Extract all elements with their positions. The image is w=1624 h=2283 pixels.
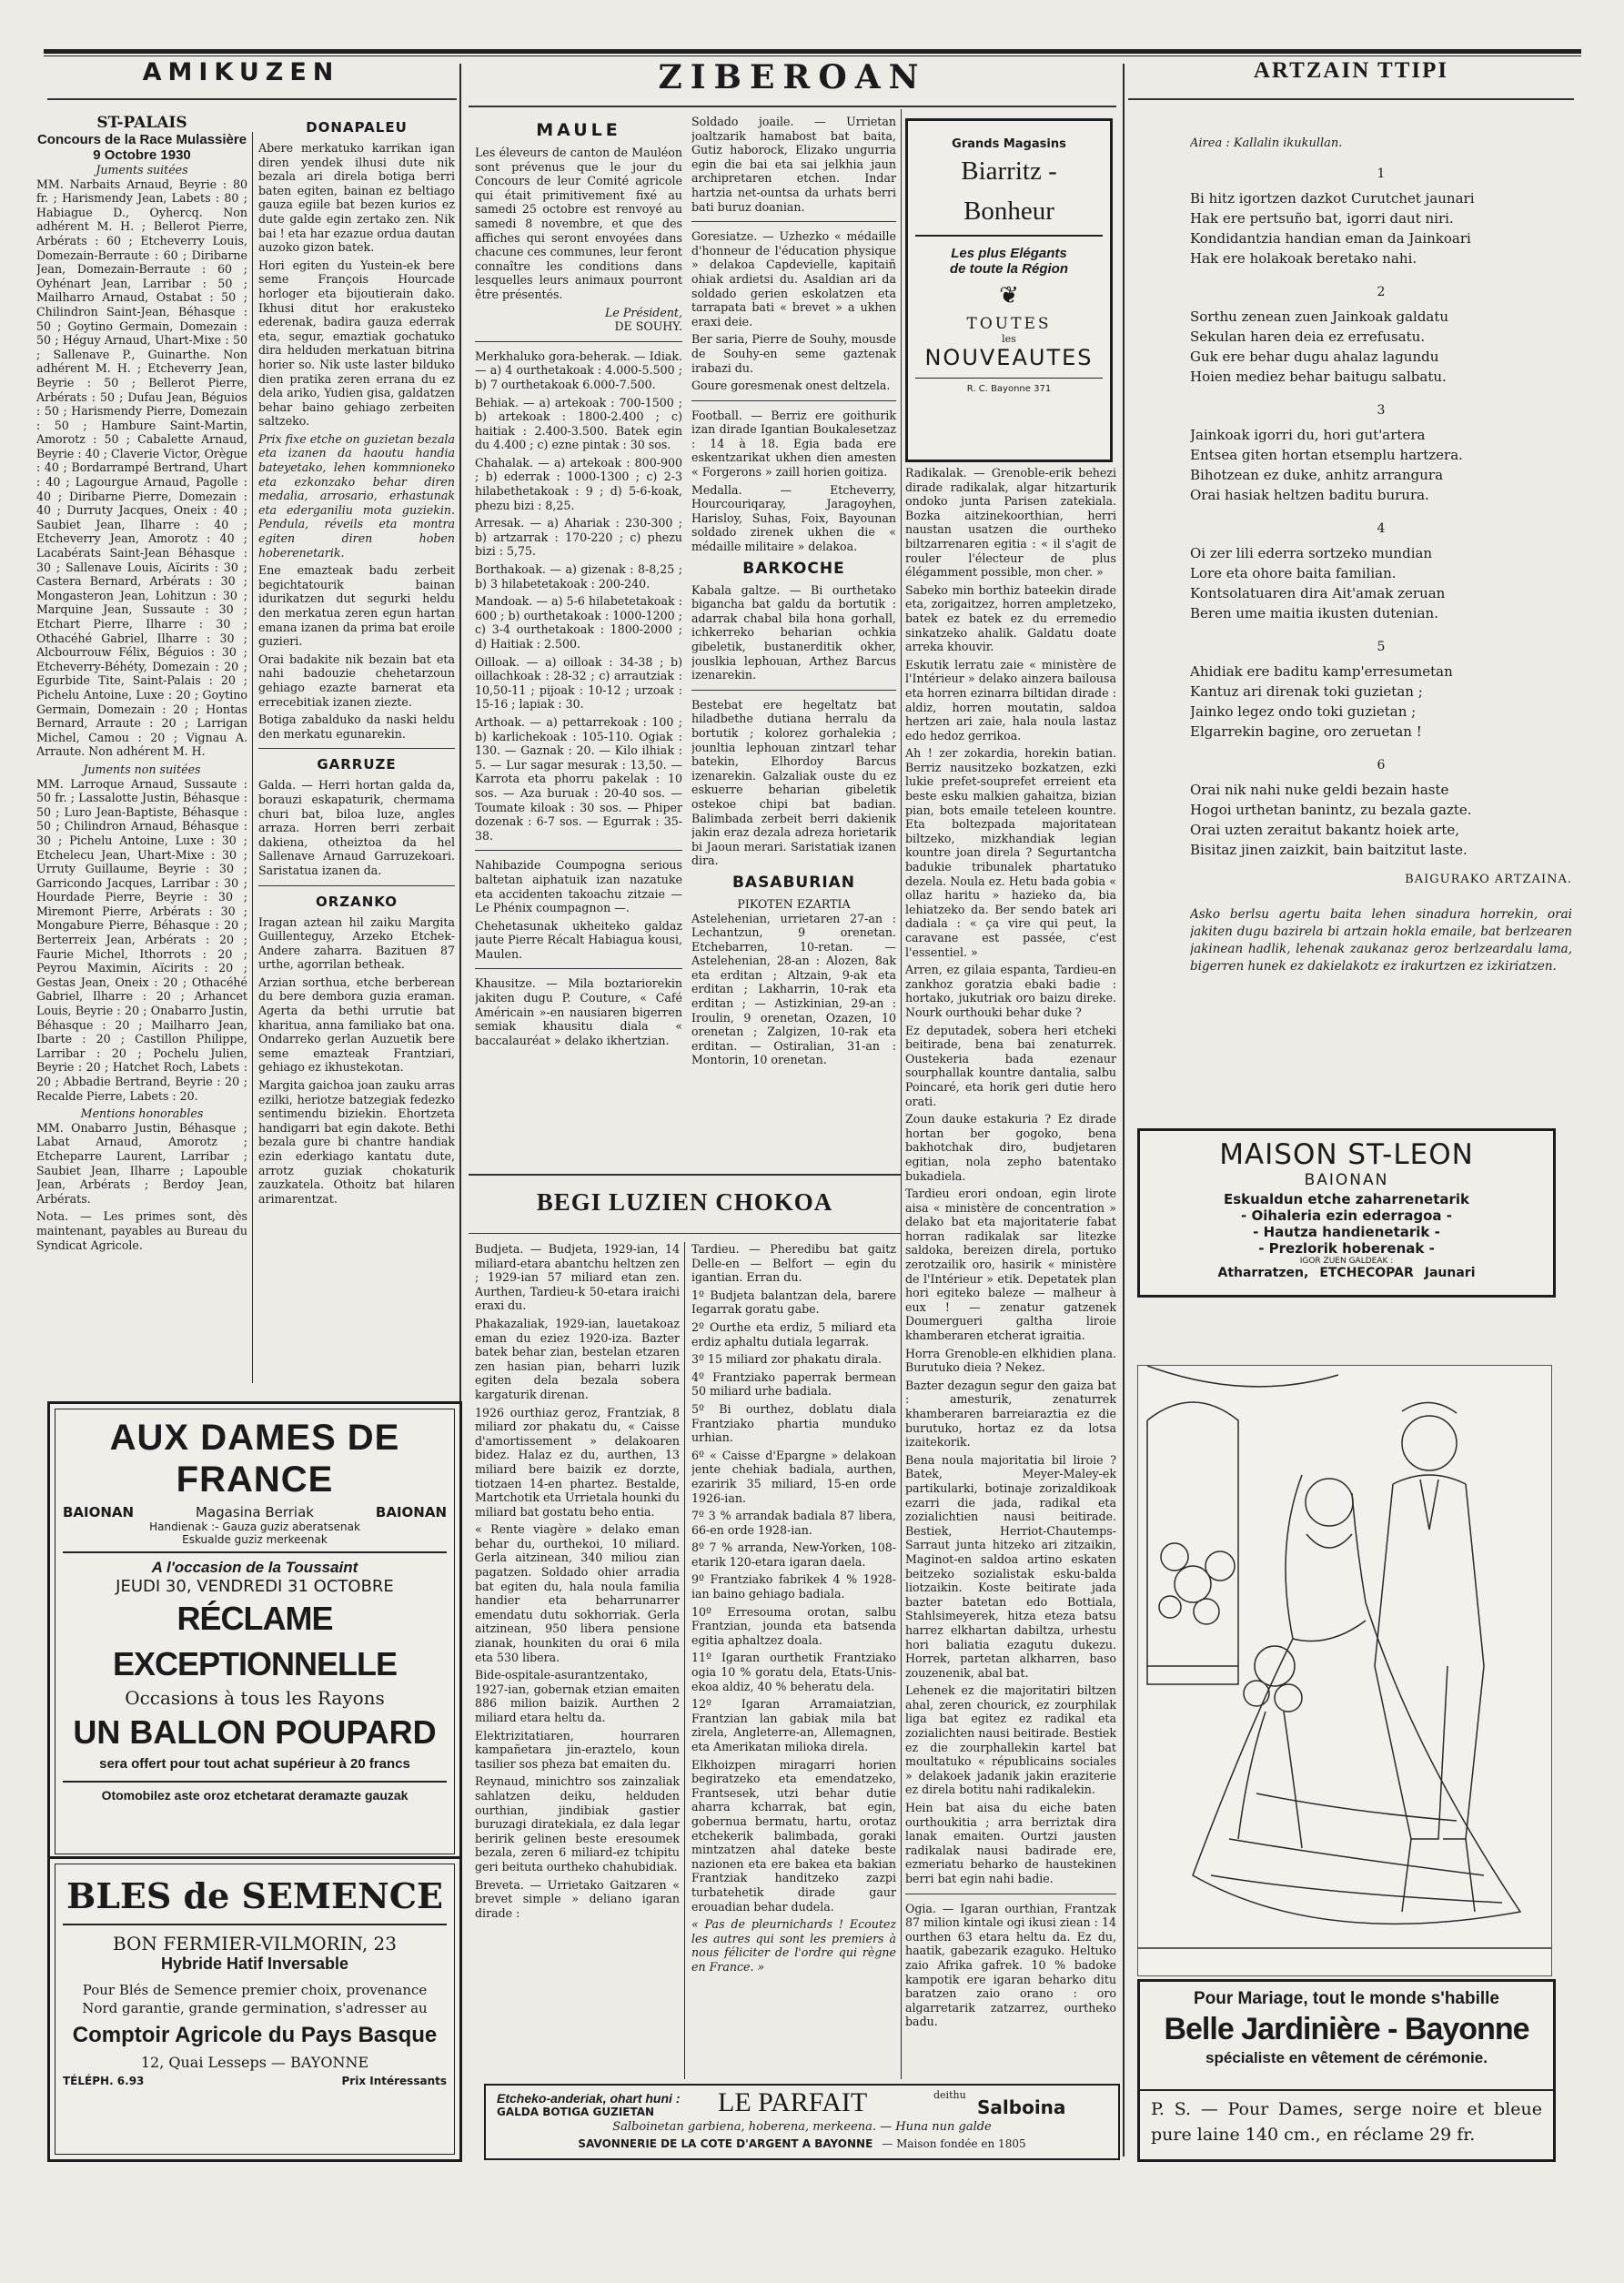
ad-dames-occasions: Occasions à tous les Rayons (125, 1687, 385, 1709)
top-rule (44, 49, 1581, 54)
stpalais-column (36, 114, 247, 1379)
ad-belle-jardiniere (1137, 1979, 1556, 2162)
maule-prices: Behiak. — a) artekoak : 700-1500 ; b) artekoak : 1800-2.400 ; c) haitiak : 2.400-3.500. Batek egin du 4.400 ; c) ezne pintak : 30 sos. (475, 395, 682, 452)
ad-leon-city: BAIONAN (1304, 1171, 1389, 1189)
ad-parfait-galda: GALDA BOTIGA GUZIETAN (497, 2106, 655, 2118)
soldado-paragraph: Soldado joaile. — Urrietan joaltzarik hamabost bat baita, Gutiz haborock, Elizako ungurria egin die bai eta sai jelkhia jaun archipretaren etchen. Indar hartzia net-ountsa da urhats berri bati buruz doanian. (691, 115, 896, 214)
radikalak-paragraph: Sabeko min borthiz bateekin dirade eta, zorigaitzez, horren ampletzeko, batek ez batek ez du erremedio sinkatzeko ahalik. Galdatu doate arreka khouvir. (905, 582, 1116, 654)
ad-leon-place: Atharratzen, (1217, 1266, 1309, 1280)
begi-item: 5º Bi ourthez, doblatu diala Frantziako phartia munduko urhian. (691, 1401, 896, 1445)
basaburian-title: BASABURIAN (731, 873, 856, 892)
ad-bles-variety: BON FERMIER-VILMORIN, 23 (112, 1933, 398, 1955)
donapaleu-paragraph: Orai badakite nik bezain bat eta nahi badouzie chehetarzoun gehiago ezazte barnerat eta errecebitiak izanen ziezte. (258, 652, 455, 709)
artzain-signature: BAIGURAKO ARTZAINA. (1405, 873, 1572, 886)
begi-paragraph: 1926 ourthiaz geroz, Frantziak, 8 miliard zor phakatu du, « Caisse d'amortissement » delakoaren bidez. Halaz ez du, aurthen, 13 miliard bere baizik ez dorzte, tiotzaen 14-en phartez. Bestalde, Martchotik eta Urrietala hounki du miliard bat gostatu beho entia. (475, 1405, 680, 1519)
donapaleu-paragraph: Abere merkatuko karrikan igan diren yendek ilhusi dute nik bezala ari direla botiga berri baten egiten, bainan ez beltiago gauza egiile bat bezen kurios ez dute galde egin zertako zen. Nik bai ! eta har ezazue ordua dautan auzoko gizon batek. (258, 141, 455, 255)
maule-paragraph: Les éleveurs de canton de Mauléon sont prévenus que le jour du Concours de leur Comité agricole qui était primitivement fixé au samedi 25 octobre est renvoyé au samedi 8 novembre, et que des affiches qui seront envoyées dans chacune ces communes, leur feront connaître les conditions dans lesquelles leurs animaux pourront être présentés. (475, 146, 682, 301)
ad-parfait-savonnerie: SAVONNERIE DE LA COTE D'ARGENT A BAYONNE (578, 2137, 873, 2150)
ad-leon-line: Eskualdun etche zaharrenetarik (1224, 1191, 1469, 1207)
radikalak-paragraph: Tardieu erori ondoan, egin lirote aisa « ministère de concentration » delako bat eta majoritaterie fabat horran radikalak sar litezke saldoka, bereizen direla, portuko zerotzailik oro, hasirik « ministère de l'Intérieur » etik. Depetatek plan hori egiteko baleze — malheur à eux ! — zenatur gatzenek Doumergueri galtha liroie khamberaren etcherat igraitia. (905, 1187, 1116, 1343)
stpalais-body: MM. Larroque Arnaud, Sussaute : 50 fr. ; Lassalotte Justin, Béhasque : 50 ; Luro Jean-Baptiste, Béhasque : 50 ; Chilindron Arnaud, Béhasque : 30 ; Pichelu Antoine, Luxe : 30 ; Etchelecu Jean, Uhart-Mixe : 30 ; Urruty Guillaume, Beyrie : 30 ; Garricondo Jacques, Larribar : 30 ; Hourdade Pierre, Beyrie : 30 ; Miremont Pierre, Arbérats : 30 ; Mongabure Pierre, Béhasque : 20 ; Berterreix Jean, Arbérats : 20 ; Faurie Michel, Ithorrots : 20 ; Peyrou Maximin, Aïcirits : 20 ; Gestas Jean, Oneix : 20 ; Othacéhé Gabriel, Ilharre : 20 ; Arhancet Louis, Beyrie : 20 ; Onabarro Justin, Béhasque : 20 ; Mailharro Jean, Ibarte : 20 ; Castillon Philippe, Larribar : 20 ; Pochelu Julien, Beyrie : 20 ; Hatchet Roch, Labets : 20 ; Abbadie Bertrand, Beyrie : 20 ; Recalde Pierre, Labets : 20. (36, 776, 247, 1103)
poem-line: Ahidiak ere baditu kamp'erresumetan (1190, 663, 1453, 680)
barkoche-paragraph: Kabala galtze. — Bi ourthetako bigancha bat galdu da bortutik : adarrak chabal bila hona gorhall, ichkerreko beharian ochkia gibeletik, bustanerditik okher, jouslkia lephouan, Arthez Barcus izenarekin. (691, 582, 896, 682)
begi-item: 8º 7 % arranda, New-Yorken, 108-etarik 120-etara igaran daela. (691, 1541, 896, 1569)
begi-paragraph: Breveta. — Urrietako Gaitzaren « brevet simple » deliano igaran dirade : (475, 1877, 680, 1920)
ad-biarritz-grands: Grands Magasins (952, 137, 1066, 151)
poem-line: Sorthu zenean zuen Jainkoak galdatu (1190, 308, 1449, 325)
maule-prices: Chahalak. — a) artekoak : 800-900 ; b) ederrak : 1000-1300 ; c) 2-3 hilabethetakoak : 9 ; d) 5-6-koak, phezu bizi : 8,25. (475, 455, 682, 512)
poem-line: Bihotzean ez duke, anhitz arrangura (1190, 467, 1444, 483)
maule-column (475, 115, 682, 1188)
poem-line: Entsea giten hortan etsemplu hartzera. (1190, 447, 1463, 463)
donapaleu-title: DONAPALEU (306, 119, 408, 136)
begi-paragraph: Phakazaliak, 1929-ian, lauetakoaz eman du eziez 1920-iza. Bazter batek behar zian, bestelan etzaren zen hasian pian, beharri luzik egiten dela bezala sobera kargaturik direnan. (475, 1316, 680, 1401)
ad-biarritz-slogan: de toute la Région (949, 261, 1068, 277)
begi-quote: « Pas de pleurnichards ! Ecoutez les autres qui sont les premiers à nous féliciter de l'ordre qui règne en France. » (691, 1917, 896, 1974)
soldado-paragraph: Goresiatze. — Uzhezko « médaille d'honneur de l'éducation physique » delakoa Capdevielle, kapitaiñ ohiak ardietsi du. Asaldian ari da soldado gerien eskolatzen eta tarrapata bati « brevet » a ukhen eraxi deie. (691, 229, 896, 328)
stpalais-mentions-heading: Mentions honorables (80, 1106, 204, 1121)
begi-paragraph: Budjeta. — Budjeta, 1929-ian, 14 miliard-etara abantchu heltzen zen ; 1929-ian 57 miliard etan zen. Aurthen, Tardieu-k 50-etara iraichi eraxi du. (475, 1242, 680, 1313)
begi-item: 4º Frantziako paperrak bermean 50 miliard urhe badiala. (691, 1369, 896, 1399)
maule-paragraph: Khausitze. — Mila boztariorekin jakiten dugu P. Couture, « Café Américain »-en nausiaren bigerren semiak khausitu diala « baccalauréat » delako ikhertzian. (475, 976, 682, 1047)
radikalak-paragraph: Zoun dauke estakuria ? Ez dirade hortan ber gogoko, bena bakhotchak diro, budjetaren egitian, nola zepho batentako bukadiela. (905, 1112, 1116, 1183)
ad-parfait-intro: Etcheko-anderiak, ohart huni : (497, 2091, 681, 2106)
soldado-paragraph: Medalla. — Etcheverry, Hourcouriqaray, Jaragoyhen, Harisloy, Suhas, Foix, Bayounan soldado zirenek ukhen die « médaille militaire » delakoa. (691, 482, 896, 554)
poem-line: Beren ume maitia ikusten dutenian. (1190, 605, 1438, 621)
poem-line: Elgarrekin bagine, oro zeruetan ! (1190, 723, 1422, 740)
begi-column-right (691, 1242, 896, 2079)
artzain-air: Airea : Kallalin ikukullan. (1190, 136, 1343, 150)
radikalak-paragraph: Hein bat aisa du eiche baten ourthoukitia ; arra berriztak dira lanak emaiten. Ourtzi jausten radikalak nausi badirade ere, ezmeriatu beharko de haustekinen berri bat egin nahi badie. (905, 1801, 1116, 1885)
wedding-illustration (1137, 1365, 1552, 1976)
artzain-masthead-rule (1128, 98, 1574, 100)
soldado-column (691, 115, 896, 1188)
stanza-number: 2 (1377, 285, 1386, 299)
maule-title: MAULE (536, 120, 621, 140)
basaburian-paragraph: Astelehenian, urrietaren 27-an : Lechantzun, 9 orenetan. Etchebarren, 10-retan. — Astelehenian, 28-an : Alozen, 8ak eta erditan ; Altzain, 9-ak eta erditan ; Lakharrin, 10-rak eta erditan ; — Astizkinian, 29-an : Iroulin, 9 orenetan, Ozazen, 10 orenetan ; Zalgizen, 10-rak eta erditan. — Ostiralian, 31-an : Montorin, 10 orenetan. (691, 911, 896, 1067)
radikalak-paragraph: Ah ! zer zokardia, horekin batian. Berriz nausitzeko bozkatzen, ezki lukie prefet-souprefet erreient eta beste esku malkien gahaitza, bizian pian, bots emaile teteleen kountre. Eta boltezpada majoritatean biltzeko, mizkhandiak legian kountre joan direla ? Segurtantcha badukie tribunalek phartatuko dezela. Noula ez. Hetu bada gobia « ollaz haritu » hazieko da, bia lehiatzeko da. Ber sendo batek ari dadiala : « ça vire qui peut, la caravane est passée, c'est l'essentiel. » (905, 746, 1116, 959)
ad-leon-jaunari: Jaunari (1424, 1266, 1476, 1280)
begi-paragraph: « Rente viagère » delako eman behar du, ourthekoi, 10 miliard. Gerla aitzinean, 340 miliou zian pagatzen. Soldado ohier arradia bat egiten du, hala noula familia handier eta beharrunarrer emendatu dutu sokhorriak. Gerla aitzinean, 950 libera pensione zianak, hounkiten du orai 6 mila eta 530 libera. (475, 1522, 680, 1664)
poem-line: Kontsolatuaren dira Ait'amak zeruan (1190, 585, 1446, 601)
poem-line: Orai uzten zeraitut bakantz hoiek arte, (1190, 822, 1459, 838)
ad-dames-ballon: UN BALLON POUPARD (73, 1713, 437, 1751)
orzanko-paragraph: Arzian sorthua, etche berberean du bere dembora guzia eraman. Agerta da bethi urrutie bat kharitua, anna familiako bat ona. Ondarreko gerlan Auzuetik bere seme emazteak Frantziari, gehiago ez ikhustekotan. (258, 975, 455, 1075)
column-divider (901, 109, 902, 2079)
ad-leon-line: - Prezlorik hoberenak - (1258, 1240, 1435, 1257)
begi-item: 1º Budjeta balantzan dela, barere Iegarrak goratu gabe. (691, 1288, 896, 1317)
radikalak-paragraph: Ez deputadek, sobera heri etcheki beitirade, bena bai zenaturrek. Oustekeria bada ezenaur sourphallak kountre dantalia, salbu Poincaré, eta horik geri dutie hero orati. (905, 1023, 1116, 1108)
begi-rule-thin (469, 1233, 901, 1234)
donapaleu-paragraph: Ene emazteak badu zerbeit begichtatourik bainan idurikatzen dut segurki heldu den merkatua zeren egun hartan emana izanen da prima bat eroile guzieri. (258, 563, 455, 649)
ad-leon-name: ETCHECOPAR (1319, 1266, 1414, 1280)
begi-item: 12º Igaran Arramaiatzian, Frantzian lan gabiak mila bat zirela, Angleterre-an, Allemagnen, eta Amerikatan milioka direla. (691, 1697, 896, 1753)
ad-leon-title: MAISON ST-LEON (1219, 1138, 1474, 1171)
ad-dames-line: Eskualde guziz merkeenak (182, 1533, 328, 1546)
poem-line: Jainkoak igorri du, hori gut'artera (1190, 427, 1426, 443)
ad-bles-description: Pour Blés de Semence premier choix, provenance Nord garantie, grande germination, s'adresser au (82, 1982, 428, 2016)
ad-belle-specialiste: spécialiste en vêtement de cérémonie. (1205, 2049, 1488, 2066)
ad-leon-igor: IGOR ZUEN GALDEAK : (1299, 1257, 1394, 1266)
ad-maison-st-leon (1137, 1128, 1556, 1298)
ad-dames-line: Handienak :- Gauza guziz aberatsenak (149, 1520, 360, 1533)
artzain-masthead: ARTZAIN TTIPI (1253, 58, 1449, 83)
artzain-masthead-box (1128, 58, 1574, 104)
begi-paragraph: Bide-ospitale-asurantzentako, 1927-ian, gobernak etzian emaiten 886 milion baizik. Aurthen 2 miliard etara heltu da. (475, 1668, 680, 1724)
ad-parfait-fondee: — Maison fondée en 1805 (882, 2137, 1026, 2150)
begi-column-left (475, 1242, 680, 2079)
stpalais-subtitle: Concours de la Race Mulassière (36, 132, 247, 147)
stanza-number: 4 (1377, 521, 1386, 536)
ad-biarritz-rc: R. C. Bayonne 371 (966, 384, 1052, 394)
ad-dames-offer: sera offert pour tout achat supérieur à 20 francs (99, 1756, 410, 1772)
stpalais-title: ST-PALAIS (96, 114, 187, 132)
stpalais-juments-heading: Juments suitées (96, 163, 188, 177)
poem-line: Jainko legez ondo toki guzietan ; (1190, 703, 1417, 720)
begi-paragraph: Reynaud, minichtro sos zainzaliak sahlatzen deiku, helduden ourthian, jindibiak gastier buruzagi diratekiala, ez dala legar beririk gelinen beste eresoumek bezala, zeren 6 miliard-ez tchipitu geri beituta ourtheko chahubidiak. (475, 1774, 680, 1874)
ad-leon-line: - Oihaleria ezin ederragoa - (1241, 1207, 1452, 1224)
donapaleu-column (258, 114, 455, 1379)
stpalais-body: MM. Narbaits Arnaud, Beyrie : 80 fr. ; Harismendy Jean, Labets : 80 ; Habiague D., Oyhercq. Non adhérent M. H. ; Bellerot Pierre, Arbérats : 60 ; Etcheverry Louis, Domezain-Berraute : 60 ; Diribarne Jean, Domezain-Berraute : 60 ; Oyhénart Jean, Larribar : 50 ; Mailharro Arnaud, Ostabat : 50 ; Chilindron Saint-Jean, Béhasque : 50 ; Goytino Germain, Domezain : 50 ; Héguy Arnaud, Uhart-Mixe : 50 ; Sallenave P., Guinarthe. Non adhérent M. H. ; Etcheverry Jean, Beyrie : 50 ; Bellerot Pierre, Arbérats : 50 ; Dufau Jean, Béguios : 50 ; Harismendy Pierre, Domezain : 50 ; Hambure Saint-Martin, Amorotz : 50 ; Cabalette Arnaud, Beyrie : 40 ; Claverie Victor, Orègue : 40 ; Bordarrampé Bertrand, Uhart : 40 ; Lagourgue Arnaud, Pagolle : 40 ; Diribarne Pierre, Domezain : 40 ; Durruty Jacques, Oneix : 40 ; Saubiet Jean, Ilharre : 40 ; Etcheverry Jean, Amorotz : 40 ; Lacabérats Saint-Jean Béhasque : 30 ; Sallenave Louis, Aïcirits : 30 ; Castera Bernard, Arbérats : 30 ; Mongasteron Jean, Lohitzun : 30 ; Marquine Jean, Sussaute : 30 ; Etchart Pierre, Ilharre : 30 ; Othacéhé Gabriel, Ilharre : 30 ; Alcbourrouw Félix, Béguios : 30 ; Etcheverry-Béhéty, Domezain : 20 ; Egurbide Tite, Saint-Palais : 20 ; Pichelu Antoine, Luxe : 20 ; Goytino Germain, Domezain : 20 ; Hontas Bernard, Arraute : 20 ; Larrigan Michel, Camou : 20 ; Vignau A. Arraute. Non adhérent M. H. (36, 177, 247, 759)
begi-item: 9º Frantziako fabrikek 4 % 1928-ian baino gehiago badiala. (691, 1572, 896, 1601)
donapaleu-paragraph: Hori egiten du Yustein-ek bere seme François Hourcade horloger eta bijoutierain dako. Ikhusi ditut hor erakusteko ederenak, badira gauza ederrak eta, segur, emaztiak gochatuko dira helduden merkatuan bitrina horier so. Nik uste laster bilduko dien pratika zeren errana du ez dela ariko, Yudien gisa, galdatzen behar baino gehiago zerbeiten saltzeko. (258, 258, 455, 429)
begi-rule (469, 1174, 901, 1176)
artzain-note: Asko berlsu agertu baita lehen sinadura horrekin, orai jakiten dugu bazirela bi artzain hokla emaile, bat berlzearen jakinean hadlik, lehenak zaukanaz geroz berlzeardalu lama, bigerren hunek ez dakielakotz ez irakurtzen ez izkiriatzen. (1190, 907, 1572, 974)
ad-belle-mariage: Pour Mariage, tout le monde s'habille (1193, 1989, 1500, 2008)
garruze-paragraph: Galda. — Herri hortan galda da, borauzi eskapaturik, chermama churi bat, biloa luze, angles arraza. Horren berri zerbait dakiena, otheiztoa da hel Sallenave Arnaud Garruzekoari. Saristatua izanen da. (258, 778, 455, 877)
ad-dames-magasins: Magasina Berriak (196, 1504, 314, 1520)
barkoche-title: BARKOCHE (742, 559, 845, 578)
ad-biarritz-bonheur (905, 118, 1113, 462)
maule-signature: Le Président, (605, 305, 682, 319)
begi-title: BEGI LUZIEN CHOKOA (536, 1188, 833, 1216)
stpalais-body: MM. Onabarro Justin, Béhasque ; Labat Arnaud, Amorotz ; Etcheparre Laurent, Larribar ; Saubiet Jean, Ilharre ; Lapouble Jean, Arbérats ; Berdoy Jean, Arbérats. (36, 1120, 247, 1206)
soldado-paragraph: Ber saria, Pierre de Souhy, mousde de Souhy-en seme gaztenak irabazi du. (691, 332, 896, 375)
begi-item: 10º Erresouma orotan, salbu Frantzian, jounda eta batsenda egitia aphaltzez doala. (691, 1604, 896, 1647)
begi-paragraph: Elektrizitatiaren, hourraren kampañetara jin-eraztelo, koun tasilier sos pheza bat emaiten du. (475, 1728, 680, 1771)
begi-item: 7º 3 % arrandak badiala 87 libera, 66-en orde 1928-ian. (691, 1509, 896, 1537)
soldado-paragraph: Football. — Berriz ere goithurik izan dirade Igantian Boukalesetzaz : 14 à 18. Egia bada ere eskentzarikat ukhen dien amesten « Forgerons » zaill horien goitiza. (691, 408, 896, 480)
ad-biarritz-slogan: Les plus Elégants (951, 246, 1067, 261)
radikalak-paragraph: Bazter dezagun segur den gaiza bat : amesturik, zenaturrek khamberaren barreiaraztia ez die burutuko, hortaz ez da lotsa izaitekorik. (905, 1378, 1116, 1450)
radikalak-paragraph: Arren, ez gilaia espanta, Tardieu-en zankhoz goratzia ebaki badie : hortako, jukutriak oro baizu direke. Nourk ourthouki behar duke ? (905, 963, 1116, 1019)
column-divider (252, 132, 253, 1383)
radikalak-paragraph: Eskutik lerratu zaie « ministère de l'Intérieur » delako ainzera bailousa eta horren ezinarra biltidan dirade : aldiz, horren moutatin, saldoa hertzen ari zaie, hala noula lastaz edo hedoz gerrikoa. (905, 657, 1116, 742)
maule-prices: Oilloak. — a) oilloak : 34-38 ; b) oillachkoak : 28-32 ; c) arrautziak : 10,50-11 ; pijoak : 10-12 ; urzoak : 15-16 ; lapiak : 30. (475, 654, 682, 712)
orzanko-title: ORZANKO (315, 893, 398, 910)
ad-parfait-brand: LE PARFAIT (718, 2087, 868, 2117)
poem-line: Guk ere behar dugu ahalaz lagundu (1190, 349, 1439, 365)
artzain-poem (1190, 136, 1572, 1083)
begi-item: 6º « Caisse d'Epargne » delakoan jente chehiak badiala, aurthen, ezaririk 35 miliard, 15-en orde 1926-ian. (691, 1448, 896, 1505)
poem-line: Kondidantzia handian eman da Jainkoari (1190, 230, 1471, 247)
ad-dames-city: BAIONAN (375, 1504, 447, 1520)
poem-line: Kantuz ari direnak toki guzietan ; (1190, 683, 1423, 700)
column-divider (684, 1242, 685, 2079)
ziberoan-masthead-rule (469, 106, 1116, 107)
radikalak-paragraph: Radikalak. — Grenoble-erik behezi dirade radikalak, algar hitzarturik ondoko junta Parisen zatekiala. Bozka aitzinekoorthian, herri naustan usatzen die ourtheko biltzarrenaren egitia : « il s'agit de rouler l'électeur de plus élégamment possible, mon cher. » (905, 466, 1116, 580)
ad-dames-occasion: A l'occasion de la Toussaint (151, 1559, 358, 1576)
stanza-number: 6 (1377, 758, 1386, 773)
begi-title-box (469, 1183, 901, 1228)
ad-biarritz-brand: Biarritz - Bonheur (961, 157, 1057, 226)
ad-bles-address: 12, Quai Lesseps — BAYONNE (140, 2054, 369, 2071)
ad-bles-comptoir: Comptoir Agricole du Pays Basque (72, 2023, 438, 2047)
ad-dames-dates: JEUDI 30, VENDREDI 31 OCTOBRE (116, 1577, 394, 1596)
ad-bles-prix: Prix Intéressants (341, 2075, 447, 2087)
poem-line: Hak ere pertsuño bat, igorri daut niri. (1190, 210, 1454, 227)
ad-belle-ps: P. S. — Pour Dames, serge noire et bleue pure laine 140 cm., en réclame 29 fr. (1151, 2099, 1542, 2145)
ad-biarritz-les: les (1002, 333, 1016, 345)
begi-item: 2º Ourthe eta erdiz, 5 miliard eta erdiz aphaltu dutiala legarrak. (691, 1319, 896, 1349)
radikalak-paragraph: Horra Grenoble-en elkhidien plana. Burutuko dieia ? Nekez. (905, 1346, 1116, 1375)
radikalak-paragraph: Ogia. — Igaran ourthian, Frantzak 87 milion kintale ogi ikusi ziean : 14 ourthen 63 etara heltu da. Ez du, haatik, gabezarik ezaguko. Heltuko zaio Afrika gafrek. 10 % badoke kampotik ere igaran beharko ditu baratzen zaio orano : oro algarretarik zatzarrez, ourtheko badu. (905, 1901, 1116, 2029)
poem-line: Oi zer lili ederra sortzeko mundian (1190, 545, 1433, 561)
amikuzen-masthead-box (109, 58, 373, 104)
garruze-title: GARRUZE (317, 756, 397, 773)
ziberoan-masthead-box (469, 58, 1116, 104)
ad-le-parfait (484, 2084, 1120, 2160)
poem-line: Bisitaz jinen zaizkit, bain baitzitut laste. (1190, 842, 1468, 858)
ad-dames-title: AUX DAMES DE FRANCE (109, 1418, 400, 1500)
column-divider (1123, 64, 1125, 2157)
poem-line: Sekulan haren deia ez errefusatu. (1190, 328, 1426, 345)
ad-parfait-tagline: Salboinetan garbiena, hoberena, merkeena. — Huna nun galde (612, 2120, 992, 2134)
ad-bles-phone: TÉLÉPH. 6.93 (63, 2075, 145, 2087)
stpalais-nota: Nota. — Les primes sont, dès maintenant, payables au Bureau du Syndicat Agricole. (36, 1209, 247, 1252)
donapaleu-paragraph: Botiga zabalduko da naski heldu den merkatu egunarekin. (258, 712, 455, 741)
ad-belle-brand: Belle Jardinière - Bayonne (1164, 2012, 1529, 2046)
orzanko-paragraph: Margita gaichoa joan zauku arras ezilki, heriotze batzegiak fedezko sentimendu biziekin. Ehortzeta handigarri bat egin dakote. Bethi bezala gure bi chantre handiak ezin ederkiago kantatu dute, arrotz guziak chokaturik zauzkatela. Othoitz bat hilaren arimarentzat. (258, 1078, 455, 1206)
maule-signature: DE SOUHY. (614, 319, 682, 334)
maule-prices: Arresak. — a) Ahariak : 230-300 ; b) artzarrak : 170-220 ; c) phezu bizi : 5,75. (475, 516, 682, 559)
leaf-icon: ❦ (999, 282, 1019, 309)
donapaleu-paragraph: Prix fixe etche on guzietan bezala eta izanen da haoutu handia bateyetako, lehen kommnioneko eta ezkonzako behar diren medalia, arrosario, erhastunak eta ederganiliu mota guziekin. Pendula, réveils eta montra egiten diren hoben hoberenetarik. (258, 431, 455, 560)
ad-biarritz-nouveautes: NOUVEAUTES (924, 345, 1094, 370)
radikalak-paragraph: Lehenek ez die majoritatiri biltzen ahal, zeren chourick, ez zourphilak liga bat egitez ez radikal eta zozialichten nausi beitirade. Bestiek ez die zourphallekin kartel bat moultatuko « républicains sociales » delakoek jadanik jakin eraziterie ez direla botitu nahi radikalekin. (905, 1683, 1116, 1797)
soldado-paragraph: Goure goresmenak onest deltzela. (691, 379, 891, 393)
barkoche-paragraph: Bestebat ere hegeltatz bat hiladbethe dutiana herralu da bortutik ; kolorez gorhalekia ; jounltia lephouan zintzarl tehar batekin, Elhordoy Barcus izenarekin. Galzaliak ouste du ez eskuerre beharian gibeletik ostekoe chipi bat badian. Balimbada zerbeit berri dakienik jakin eraz dezala adreza horietarik bi Jaoun merari. Saristatiak izanen dira. (691, 697, 896, 868)
amikuzen-masthead: AMIKUZEN (142, 58, 340, 86)
orzanko-paragraph: Iragan aztean hil zaiku Margita Guillenteguy, Arzeko Etchek-Andere zaharra. Bazituen 87 urthe, agorrilan betheak. (258, 914, 455, 972)
stanza-number: 5 (1377, 640, 1386, 654)
stanza-number: 1 (1377, 167, 1386, 181)
begi-paragraph: Tardieu. — Pheredibu bat gaitz Delle-en — Belfort — egin du igantian. Erran du. (691, 1242, 896, 1285)
begi-item: 11º Igaran ourthetik Frantziako ogia 10 % goratu dela, Etats-Unis-ekoa aldiz, 40 % beheratu dela. (691, 1651, 896, 1693)
ad-dames-delivery: Otomobilez aste oroz etchetarat deramazte gauzak (101, 1788, 409, 1803)
ziberoan-masthead: ZIBEROAN (658, 58, 927, 96)
amikuzen-masthead-rule (47, 98, 457, 100)
ad-parfait-deithu: deithu (933, 2089, 966, 2101)
poem-line: Hak ere holakoak beretako nahi. (1190, 250, 1417, 267)
poem-line: Orai hasiak heltzen baditu burura. (1190, 487, 1429, 503)
ad-biarritz-toutes: TOUTES (966, 315, 1052, 333)
poem-line: Bi hitz igortzen dazkot Curutchet jaunari (1190, 190, 1475, 207)
maule-prices: Mandoak. — a) 5-6 hilabetetakoak : 600 ; b) ourthetakoak : 1000-1200 ; c) 3-4 ourthetakoak : 1800-2000 ; d) Haitiak : 2.500. (475, 594, 682, 651)
stanza-number: 3 (1377, 403, 1386, 418)
poem-line: Hogoi urthetan banintz, zu bezala gazte. (1190, 802, 1472, 818)
maule-prices: Borthakoak. — a) gizenak : 8-8,25 ; b) 3 hilabetetakoak : 200-240. (475, 562, 682, 591)
radikalak-paragraph: Bena noula majoritatia bil liroie ? Batek, Meyer-Maley-ek partikularki, botinaje zorizaldikoak ezarri die jada, radikal eta zozialichtien nausi beitirade. Bestiek, Herriot-Chautemps-Sarraut junta hitzeko ari zitzaikin, Maginot-en saldoa artino eskaten beitzeko sozialistak esku-balda liotzaikin. Koste beitirate jada bazter batetan edo Bottiala, Stahlsimeyerek, hitza eteza batsu harrez elkhartan dabiltza, urhestu hori baliatia ezagutu dukezu. Horrek, partetan alkharren, baso zouzenenik, abal bat. (905, 1452, 1116, 1680)
poem-line: Hoien mediez behar baitugu salbatu. (1190, 369, 1447, 385)
poem-line: Lore eta ohore baita familian. (1190, 565, 1397, 581)
begi-paragraph: Elkhoizpen miragarri horien begiratzeko eta emendatzeko, Frantsesek, utzi behar dutie aharra kcharrak, bat egin, gobernua bermatu, hartu, orotaz etchekerik balimbada, goraki mintzatzen ahal dateke beste nazionen eta ere bakea eta bakian Frantziak handitzeko zazpi turbatehetik dirade gaur erouadian behar dudela. (691, 1757, 896, 1914)
poem-line: Orai nik nahi nuke geldi bezain haste (1190, 782, 1449, 798)
bride-groom-drawing (1138, 1366, 1551, 1975)
stpalais-date: 9 Octobre 1930 (93, 147, 191, 163)
ad-bles-de-semence (47, 1856, 462, 2162)
ad-bles-title: BLES de SEMENCE (66, 1875, 443, 1916)
basaburian-subtitle: PIKOTEN EZARTIA (737, 896, 851, 911)
maule-paragraph: Nahibazide Coumpogna serious baltetan aiphatuik izan nazatuke eta accidenten takoachu zitzaie — Le Phénix coumpagnon —. (475, 858, 682, 915)
ad-dames-reclame: RÉCLAME EXCEPTIONNELLE (112, 1600, 398, 1682)
maule-paragraph: Chehetasunak ukheiteko galdaz jaute Pierre Récalt Habiagua kousi, Maulen. (475, 918, 682, 961)
begi-item: 3º 15 miliard zor phakatu dirala. (691, 1352, 882, 1367)
ad-bles-hybride: Hybride Hatif Inversable (160, 1955, 349, 1973)
stpalais-juments2-heading: Juments non suitées (83, 762, 201, 776)
maule-prices: Arthoak. — a) pettarrekoak : 100 ; b) karlichekoak : 105-110. Ogiak : 130. — Gaznak : 20. — Kilo ilhiak : 5. — Lur sagar mesurak : 13,50. — Karrota eta phorru pakelak : 10 sos. — Aza buruak : 20-40 sos. — Toumate kiloak : 30 sos. — Phiper dozenak : 6-7 sos. — Egurrak : 35-38. (475, 714, 682, 843)
radikalak-column (905, 466, 1116, 2095)
ad-dames-city: BAIONAN (63, 1504, 135, 1520)
ad-parfait-salboina: Salboina (977, 2096, 1066, 2118)
maule-prices: Merkhaluko gora-beherak. — Idiak. — a) 4 ourthetakoak : 4.000-5.500 ; b) 7 ourthetakoak 6.000-7.500. (475, 349, 682, 391)
ad-aux-dames-de-france (47, 1401, 462, 1862)
ad-leon-line: - Hautza handienetarik - (1253, 1224, 1440, 1240)
